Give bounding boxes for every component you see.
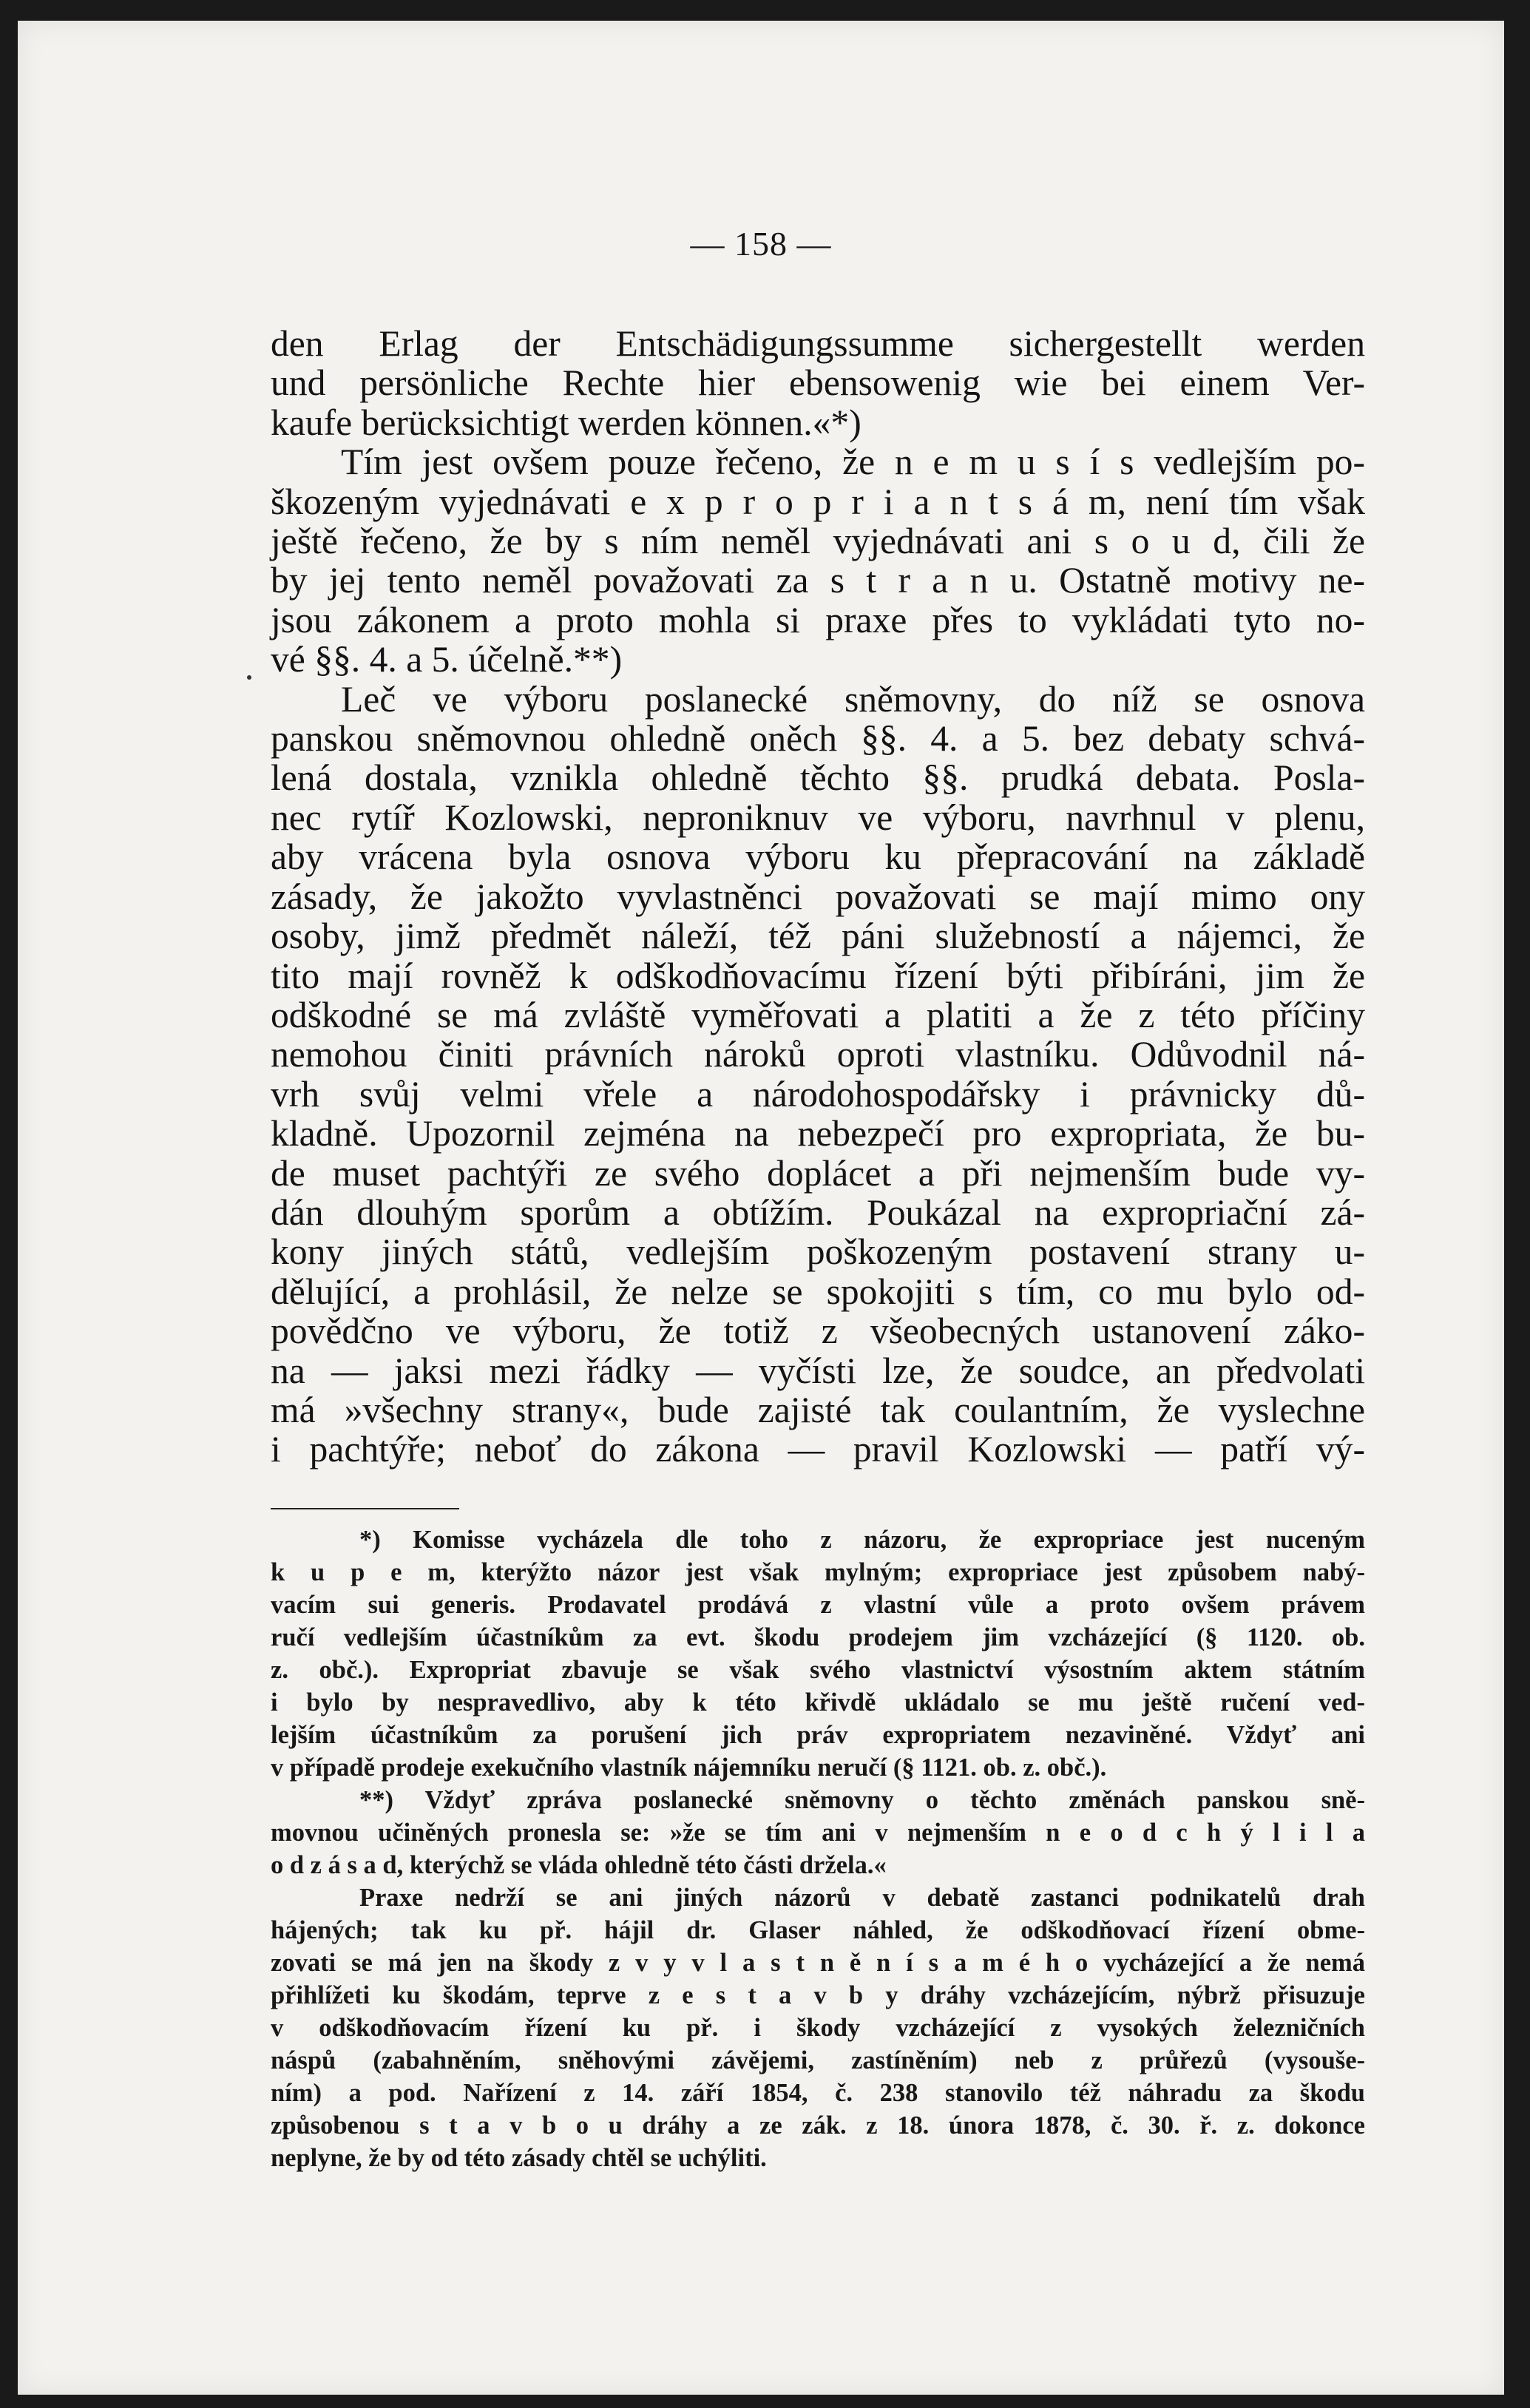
footnote-rule: [271, 1508, 459, 1509]
footnote-line: přihlížeti ku škodám, teprve z e s t a v b y dráhy vzcházejícím, nýbrž přisuzuje: [271, 1981, 1365, 2009]
text-line: kladně. Upozornil zejména na nebezpečí pro expropriata, že bu-: [271, 1113, 1365, 1154]
text-line: odškodné se má zvláště vyměřovati a platiti a že z této příčiny: [271, 994, 1365, 1035]
text-line: panskou sněmovnou ohledně oněch §§. 4. a 5. bez debaty schvá-: [271, 718, 1365, 760]
text-line: tito mají rovněž k odškodňovacímu řízení býti přibíráni, jim že: [271, 955, 1365, 996]
text-line: und persönliche Rechte hier ebensowenig wie bei einem Ver-: [271, 362, 1365, 404]
text-line: dělující, a prohlásil, že nelze se spokojiti s tím, co mu bylo od-: [271, 1271, 1365, 1312]
text-line: by jej tento neměl považovati za s t r a n u. Ostatně motivy ne-: [271, 560, 1365, 601]
footnote-line: k u p e m, kterýžto názor jest však mylným; expropriace jest způsobem nabý-: [271, 1558, 1365, 1586]
text-line: i pachtýře; neboť do zákona — pravil Kozlowski — patří vý-: [271, 1429, 1365, 1470]
text-line: vé §§. 4. a 5. účelně.**): [271, 639, 623, 680]
text-line: jsou zákonem a proto mohla si praxe přes to vykládati tyto no-: [271, 599, 1365, 640]
footnote-line: o d z á s a d, kterýchž se vláda ohledně této části držela.«: [271, 1851, 887, 1879]
footnote-line: neplyne, že by od této zásady chtěl se uchýliti.: [271, 2144, 767, 2172]
footnote-line: movnou učiněných pronesla se: »že se tím ani v nejmenším n e o d c h ý l i l a: [271, 1819, 1365, 1847]
footnote-line: **) Vždyť zpráva poslanecké sněmovny o těchto změnách panskou sně-: [359, 1786, 1365, 1814]
text-line: den Erlag der Entschädigungssumme sichergestellt werden: [271, 323, 1365, 364]
book-page: [18, 21, 1504, 2395]
footnote-line: náspů (zabahněním, sněhovými závějemi, zastíněním) neb z průřezů (vysouše-: [271, 2046, 1365, 2074]
footnote-line: vacím sui generis. Prodavatel prodává z vlastní vůle a proto ovšem právem: [271, 1591, 1365, 1619]
footnotes: [271, 1523, 1365, 2174]
text-line: kony jiných států, vedlejším poškozeným postavení strany u-: [271, 1231, 1365, 1273]
text-line: má »všechny strany«, bude zajisté tak coulantním, že vyslechne: [271, 1389, 1365, 1430]
footnote-line: z. obč.). Expropriat zbavuje se však svého vlastnictví výsostním aktem státním: [271, 1656, 1365, 1684]
text-line: lená dostala, vznikla ohledně těchto §§. prudká debata. Posla-: [271, 757, 1365, 799]
text-line: na — jaksi mezi řádky — vyčísti lze, že soudce, an předvolati: [271, 1350, 1365, 1391]
text-line: kaufe berücksichtigt werden können.«*): [271, 402, 862, 443]
text-line: aby vrácena byla osnova výboru ku přepracování na základě: [271, 836, 1365, 878]
text-line: nemohou činiti právních nároků oproti vlastníku. Odůvodnil ná-: [271, 1034, 1365, 1075]
footnote-line: způsobenou s t a v b o u dráhy a ze zák. z 18. února 1878, č. 30. ř. z. dokonce: [271, 2111, 1365, 2140]
text-line: ještě řečeno, že by s ním neměl vyjednávati ani s o u d, čili že: [271, 521, 1365, 562]
text-line: vrh svůj velmi vřele a národohospodářsky i právnicky dů-: [271, 1073, 1365, 1115]
text-line: osoby, jimž předmět náleží, též páni služebností a nájemci, že: [271, 916, 1365, 957]
text-line: de muset pachtýři ze svého doplácet a při nejmenším bude vy-: [271, 1152, 1365, 1194]
footnote-line: hájených; tak ku př. hájil dr. Glaser náhled, že odškodňovací řízení obme-: [271, 1916, 1365, 1944]
text-line: Tím jest ovšem pouze řečeno, že n e m u s í s vedlejším po-: [341, 442, 1365, 483]
text-line: nec rytíř Kozlowski, neproniknuv ve výboru, navrhnul v plenu,: [271, 797, 1365, 838]
margin-dot: [247, 675, 251, 680]
footnote-line: i bylo by nespravedlivo, aby k této křivdě ukládalo se mu ještě ručení ved-: [271, 1688, 1365, 1717]
text-line: dán dlouhým sporům a obtížím. Poukázal na expropriační zá-: [271, 1191, 1365, 1233]
text-line: zásady, že jakožto vyvlastněnci považovati se mají mimo ony: [271, 876, 1365, 917]
footnote-line: zovati se má jen na škody z v y v l a s t n ě n í s a m é h o vycházející a že nemá: [271, 1949, 1365, 1977]
text-line: povědčno ve výboru, že totiž z všeobecných ustanovení záko-: [271, 1310, 1365, 1352]
footnote-line: v případě prodeje exekučního vlastník nájemníku neručí (§ 1121. ob. z. obč.).: [271, 1753, 1107, 1782]
footnote-line: lejším účastníkům za porušení jich práv expropriatem nezaviněné. Vždyť ani: [271, 1721, 1365, 1749]
footnote-line: *) Komisse vycházela dle toho z názoru, že expropriace jest nuceným: [359, 1526, 1365, 1554]
text-line: Leč ve výboru poslanecké sněmovny, do níž se osnova: [341, 678, 1365, 720]
footnote-line: ním) a pod. Nařízení z 14. září 1854, č. 238 stanovilo též náhradu za škodu: [271, 2079, 1365, 2107]
text-line: škozeným vyjednávati e x p r o p r i a n t s á m, není tím však: [271, 481, 1365, 522]
footnote-line: v odškodňovacím řízení ku př. i škody vzcházející z vysokých železničních: [271, 2014, 1365, 2042]
page-number: — 158 —: [690, 225, 832, 263]
main-text: [271, 324, 1365, 1470]
footnote-line: Praxe nedrží se ani jiných názorů v debatě zastanci podnikatelů drah: [359, 1884, 1365, 1912]
footnote-line: ručí vedlejším účastníkům za evt. škodu prodejem jim vzcházející (§ 1120. ob.: [271, 1623, 1365, 1651]
